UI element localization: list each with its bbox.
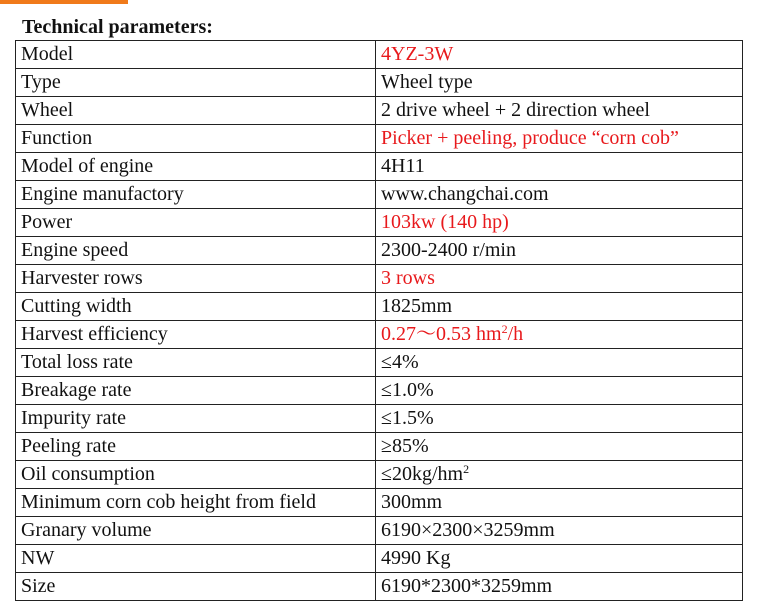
parameter-value: 4H11 bbox=[376, 153, 743, 181]
parameter-value: 0.27～0.53 $hm^2/h$ bbox=[376, 321, 743, 349]
parameter-label: Power bbox=[16, 209, 376, 237]
parameter-value: 103kw (140 hp) bbox=[376, 209, 743, 237]
parameter-label: Oil consumption bbox=[16, 461, 376, 489]
parameter-label: Wheel bbox=[16, 97, 376, 125]
parameter-value: ≤1.0% bbox=[376, 377, 743, 405]
parameter-label: Engine manufactory bbox=[16, 181, 376, 209]
parameter-label: Total loss rate bbox=[16, 349, 376, 377]
table-row bbox=[16, 545, 743, 573]
parameter-label: Minimum corn cob height from field bbox=[16, 489, 376, 517]
table-row bbox=[16, 265, 743, 293]
parameter-value: 300mm bbox=[376, 489, 743, 517]
table-row bbox=[16, 209, 743, 237]
parameter-label: Model of engine bbox=[16, 153, 376, 181]
table-row bbox=[16, 489, 743, 517]
parameter-value: 4990 Kg bbox=[376, 545, 743, 573]
parameter-label: NW bbox=[16, 545, 376, 573]
parameter-value: Picker + peeling, produce “corn cob” bbox=[376, 125, 743, 153]
parameter-value: 6190×2300×3259mm bbox=[376, 517, 743, 545]
parameter-label: Harvester rows bbox=[16, 265, 376, 293]
table-row bbox=[16, 125, 743, 153]
parameter-label: Type bbox=[16, 69, 376, 97]
parameter-label: Impurity rate bbox=[16, 405, 376, 433]
parameter-value: Wheel type bbox=[376, 69, 743, 97]
table-row bbox=[16, 573, 743, 601]
parameter-value: 3 rows bbox=[376, 265, 743, 293]
orange-corner-tab bbox=[0, 0, 128, 4]
parameter-value: ≤4% bbox=[376, 349, 743, 377]
parameter-value: 6190*2300*3259mm bbox=[376, 573, 743, 601]
parameter-label: Breakage rate bbox=[16, 377, 376, 405]
parameter-value: 2 drive wheel + 2 direction wheel bbox=[376, 97, 743, 125]
table-row bbox=[16, 433, 743, 461]
table-row bbox=[16, 153, 743, 181]
parameter-value: 2300-2400 r/min bbox=[376, 237, 743, 265]
parameter-value: 1825mm bbox=[376, 293, 743, 321]
parameter-label: Function bbox=[16, 125, 376, 153]
table-row bbox=[16, 517, 743, 545]
parameters-table-body bbox=[16, 41, 743, 601]
table-row bbox=[16, 41, 743, 69]
parameter-label: Peeling rate bbox=[16, 433, 376, 461]
technical-parameters-table bbox=[15, 40, 743, 601]
parameter-label: Model bbox=[16, 41, 376, 69]
parameter-label: Cutting width bbox=[16, 293, 376, 321]
table-row bbox=[16, 405, 743, 433]
table-row bbox=[16, 349, 743, 377]
table-row bbox=[16, 293, 743, 321]
table-row bbox=[16, 321, 743, 349]
parameter-value: ≤1.5% bbox=[376, 405, 743, 433]
table-row bbox=[16, 377, 743, 405]
table-heading: Technical parameters: bbox=[22, 16, 213, 38]
parameter-label: Size bbox=[16, 573, 376, 601]
table-row bbox=[16, 181, 743, 209]
table-row bbox=[16, 461, 743, 489]
parameter-label: Granary volume bbox=[16, 517, 376, 545]
table-row bbox=[16, 237, 743, 265]
table-row bbox=[16, 97, 743, 125]
parameter-label: Engine speed bbox=[16, 237, 376, 265]
table-row bbox=[16, 69, 743, 97]
parameter-value: 4YZ-3W bbox=[376, 41, 743, 69]
parameter-label: Harvest efficiency bbox=[16, 321, 376, 349]
parameter-value: www.changchai.com bbox=[376, 181, 743, 209]
parameter-value: $\le 20kg/hm^2$ bbox=[376, 461, 743, 489]
parameter-value: ≥85% bbox=[376, 433, 743, 461]
